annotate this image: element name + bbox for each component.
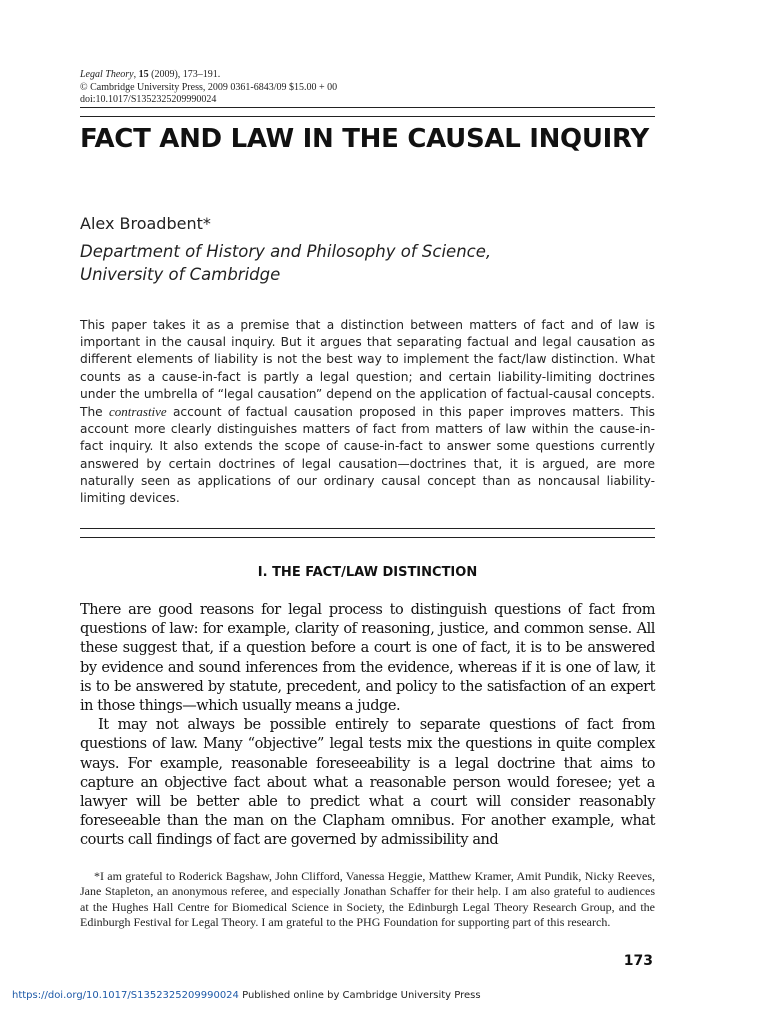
doi-link[interactable]: https://doi.org/10.1017/S1352325209990024 xyxy=(12,990,239,1001)
copyright-line: © Cambridge University Press, 2009 0361-6843/09 $15.00 + 00 xyxy=(80,81,338,93)
affiliation-line-1: Department of History and Philosophy of Science, xyxy=(80,242,492,261)
body-paragraph-1: There are good reasons for legal process to distinguish questions of fact from questions of law: for example, clarity of reasoning, justice, and common sense. All these suggest that, if a question before a court is one of fact, it is to be answered by evidence and sound inferences from the evidence, whereas if it is one of law, it is to be answered by statute, precedent, and policy to the satisfaction of an expert in those things—which usually means a judge. xyxy=(80,602,655,715)
affiliation-line-2: University of Cambridge xyxy=(80,265,281,284)
journal-pages: (2009), 173–191. xyxy=(151,69,221,80)
article-title: FACT AND LAW IN THE CAUSAL INQUIRY xyxy=(80,124,649,154)
author-affiliation xyxy=(80,240,655,286)
footnote: *I am grateful to Roderick Bagshaw, John Clifford, Vanessa Heggie, Matthew Kramer, Amit Pundik, Nicky Reeves, Jane Stapleton, an anonymous referee, and especially Jonathan Schaffer for their help. I am also grateful to audiences at the Hughes Hall Centre for Biomedical Science in Society, the Edinburgh Legal Theory Research Group, and the Edinburgh Festival for Legal Theory. I am grateful to the PHG Foundation for supporting part of this research. xyxy=(80,869,655,929)
header-rule xyxy=(80,107,655,108)
published-online-text: Published online by Cambridge University Press xyxy=(238,990,481,1001)
publication-footer xyxy=(12,990,481,1001)
header-rule-thin xyxy=(80,116,655,117)
abstract-text-2: account of factual causation proposed in this paper improves matters. This account more clearly distinguishes matters of fact from matters of law within the cause-in-fact inquiry. It also extends the scope of cause-in-fact to answer some questions currently answered by certain doctrines of legal causation—doctrines that, it is argued, are more naturally seen as applications of our ordinary causal concept than as noncausal liability-limiting devices. xyxy=(80,405,656,506)
body-paragraph-2: It may not always be possible entirely to separate questions of fact from questions of law. Many “objective” legal tests mix the questions in quite complex ways. For example, reasonable foreseeability is a legal doctrine that aims to capture an objective fact about what a reasonable person would foresee; yet a lawyer will be better able to predict what a court will consider reasonably foreseeable than the man on the Clapham omnibus. For another example, what courts call findings of fact are governed by admissibility and xyxy=(80,717,655,849)
abstract-rule-bottom xyxy=(80,537,655,538)
journal-citation: Legal Theory, 15 (2009), 173–191. xyxy=(80,69,221,80)
abstract-text-1: This paper takes it as a premise that a distinction between matters of fact and of law is important in the causal inquiry. But it argues that separating factual and legal causation as different elements of liability is not the best way to implement the fact/law distinction. What counts as a cause-in-fact is partly a legal question; and certain liability-limiting doctrines under the umbrella of “legal causation” depend on the application of factual-causal concepts. The xyxy=(80,318,655,420)
journal-name: Legal Theory xyxy=(80,69,134,80)
journal-volume: 15 xyxy=(138,69,149,80)
page-number: 173 xyxy=(623,953,653,969)
abstract-rule-top xyxy=(80,528,655,529)
doi-line: doi:10.1017/S1352325209990024 xyxy=(80,94,217,105)
abstract-italic-term: contrastive xyxy=(108,404,167,420)
journal-header xyxy=(80,69,655,107)
body-text xyxy=(80,601,655,851)
section-heading: I. THE FACT/LAW DISTINCTION xyxy=(257,565,478,580)
author-name: Alex Broadbent* xyxy=(80,214,211,233)
abstract xyxy=(80,317,655,507)
